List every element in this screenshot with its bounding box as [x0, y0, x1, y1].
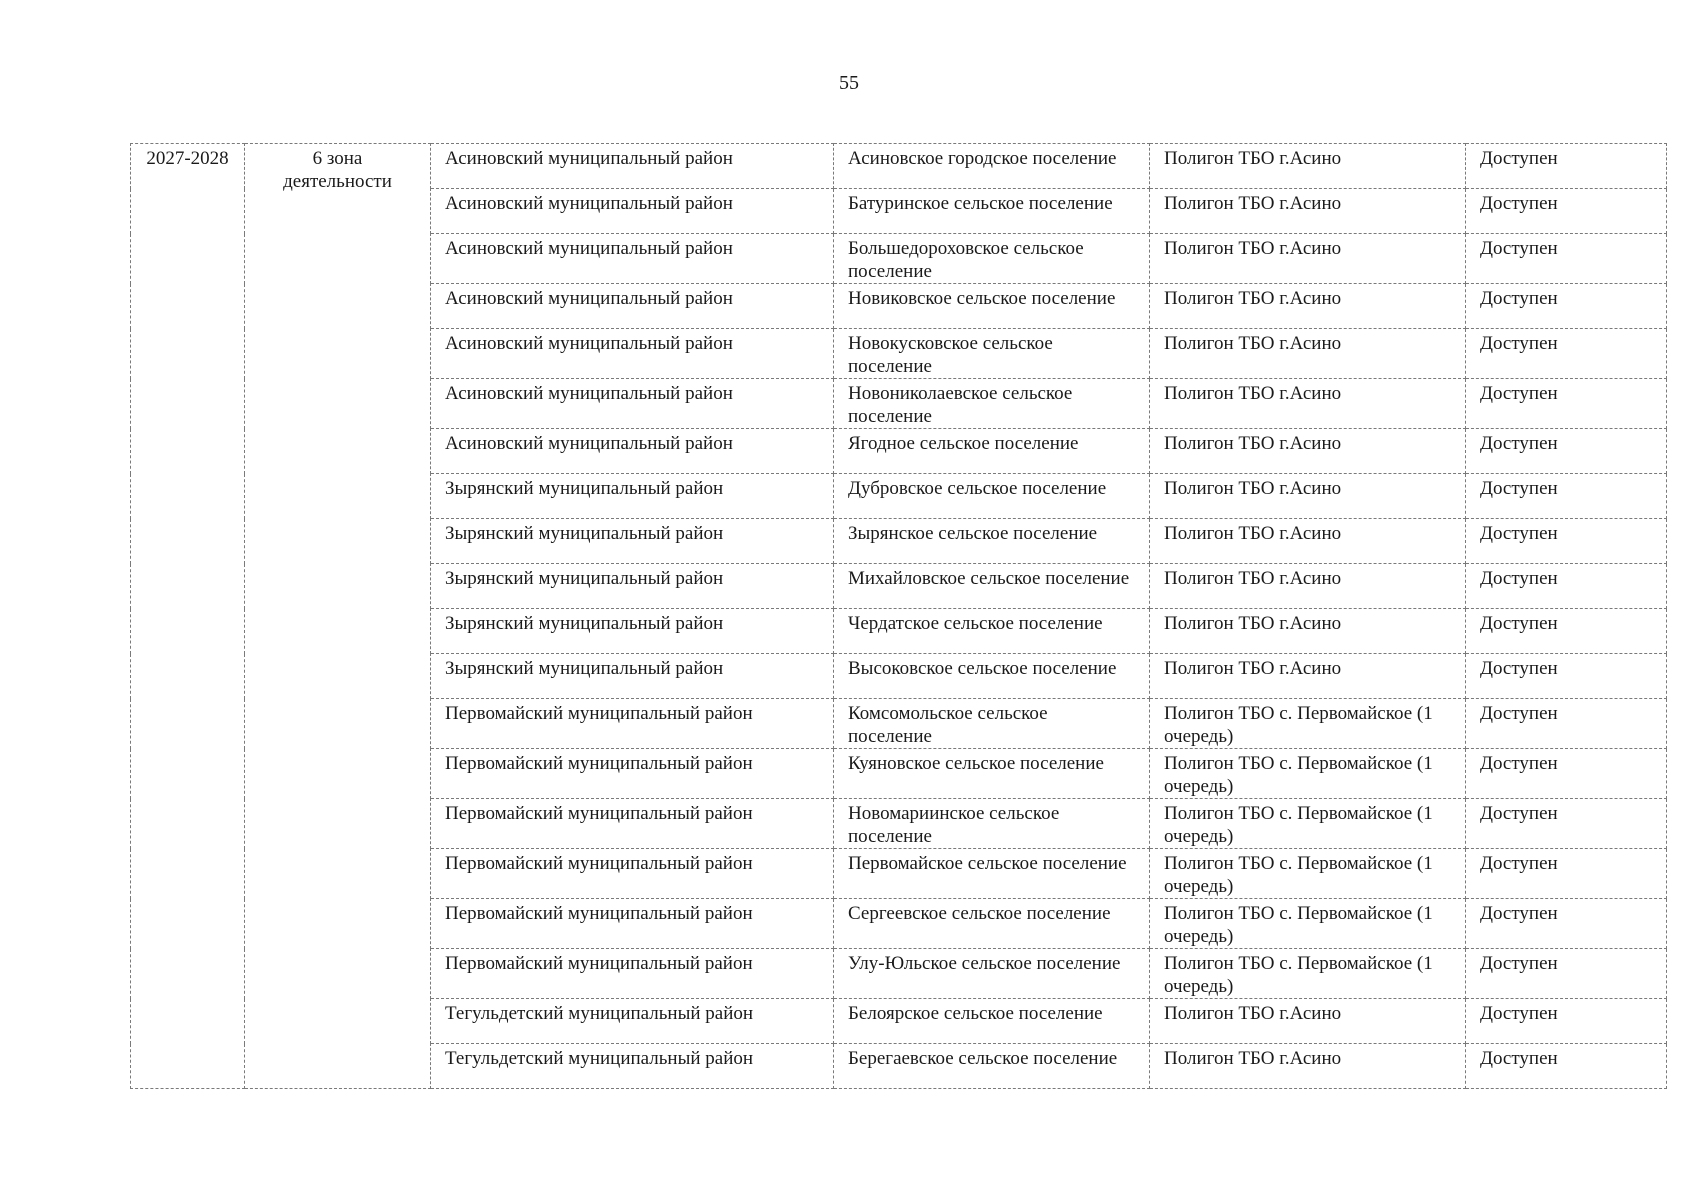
- status-cell: Доступен: [1466, 284, 1667, 329]
- district-cell: Зырянский муниципальный район: [431, 519, 834, 564]
- landfill-cell: Полигон ТБО г.Асино: [1150, 189, 1466, 234]
- period-cell: 2027-2028: [131, 144, 245, 1089]
- settlement-cell: Первомайское сельское поселение: [834, 849, 1150, 899]
- landfill-cell: Полигон ТБО г.Асино: [1150, 144, 1466, 189]
- landfill-cell: Полигон ТБО г.Асино: [1150, 474, 1466, 519]
- landfill-cell: Полигон ТБО с. Первомайское (1 очередь): [1150, 949, 1466, 999]
- landfill-cell: Полигон ТБО с. Первомайское (1 очередь): [1150, 899, 1466, 949]
- status-cell: Доступен: [1466, 144, 1667, 189]
- landfill-cell: Полигон ТБО с. Первомайское (1 очередь): [1150, 849, 1466, 899]
- zone-cell: 6 зона деятельности: [245, 144, 431, 1089]
- status-cell: Доступен: [1466, 189, 1667, 234]
- settlement-cell: Белоярское сельское поселение: [834, 999, 1150, 1044]
- status-cell: Доступен: [1466, 564, 1667, 609]
- status-cell: Доступен: [1466, 654, 1667, 699]
- landfill-cell: Полигон ТБО г.Асино: [1150, 654, 1466, 699]
- district-cell: Асиновский муниципальный район: [431, 379, 834, 429]
- settlement-cell: Новиковское сельское поселение: [834, 284, 1150, 329]
- landfill-cell: Полигон ТБО г.Асино: [1150, 1044, 1466, 1089]
- district-cell: Зырянский муниципальный район: [431, 609, 834, 654]
- district-cell: Тегульдетский муниципальный район: [431, 999, 834, 1044]
- settlement-cell: Дубровское сельское поселение: [834, 474, 1150, 519]
- status-cell: Доступен: [1466, 799, 1667, 849]
- settlement-cell: Высоковское сельское поселение: [834, 654, 1150, 699]
- status-cell: Доступен: [1466, 519, 1667, 564]
- district-cell: Первомайский муниципальный район: [431, 699, 834, 749]
- settlement-cell: Улу-Юльское сельское поселение: [834, 949, 1150, 999]
- district-cell: Зырянский муниципальный район: [431, 474, 834, 519]
- settlement-cell: Михайловское сельское поселение: [834, 564, 1150, 609]
- landfill-cell: Полигон ТБО г.Асино: [1150, 609, 1466, 654]
- settlement-cell: Сергеевское сельское поселение: [834, 899, 1150, 949]
- settlement-cell: Куяновское сельское поселение: [834, 749, 1150, 799]
- status-cell: Доступен: [1466, 474, 1667, 519]
- landfill-cell: Полигон ТБО г.Асино: [1150, 999, 1466, 1044]
- status-cell: Доступен: [1466, 329, 1667, 379]
- status-cell: Доступен: [1466, 899, 1667, 949]
- district-cell: Тегульдетский муниципальный район: [431, 1044, 834, 1089]
- district-cell: Асиновский муниципальный район: [431, 144, 834, 189]
- landfill-cell: Полигон ТБО г.Асино: [1150, 379, 1466, 429]
- status-cell: Доступен: [1466, 849, 1667, 899]
- zone-table: [130, 143, 1667, 1089]
- landfill-cell: Полигон ТБО г.Асино: [1150, 284, 1466, 329]
- landfill-cell: Полигон ТБО с. Первомайское (1 очередь): [1150, 799, 1466, 849]
- settlement-cell: Чердатское сельское поселение: [834, 609, 1150, 654]
- status-cell: Доступен: [1466, 699, 1667, 749]
- district-cell: Зырянский муниципальный район: [431, 654, 834, 699]
- status-cell: Доступен: [1466, 609, 1667, 654]
- landfill-cell: Полигон ТБО с. Первомайское (1 очередь): [1150, 699, 1466, 749]
- settlement-cell: Асиновское городское поселение: [834, 144, 1150, 189]
- district-cell: Асиновский муниципальный район: [431, 429, 834, 474]
- settlement-cell: Ягодное сельское поселение: [834, 429, 1150, 474]
- status-cell: Доступен: [1466, 379, 1667, 429]
- status-cell: Доступен: [1466, 999, 1667, 1044]
- district-cell: Асиновский муниципальный район: [431, 189, 834, 234]
- status-cell: Доступен: [1466, 749, 1667, 799]
- district-cell: Первомайский муниципальный район: [431, 849, 834, 899]
- table-row: [131, 144, 1667, 189]
- district-cell: Первомайский муниципальный район: [431, 799, 834, 849]
- landfill-cell: Полигон ТБО г.Асино: [1150, 234, 1466, 284]
- district-cell: Асиновский муниципальный район: [431, 284, 834, 329]
- status-cell: Доступен: [1466, 429, 1667, 474]
- district-cell: Зырянский муниципальный район: [431, 564, 834, 609]
- settlement-cell: Новомариинское сельское поселение: [834, 799, 1150, 849]
- settlement-cell: Батуринское сельское поселение: [834, 189, 1150, 234]
- settlement-cell: Зырянское сельское поселение: [834, 519, 1150, 564]
- zone-table-body: [131, 144, 1667, 1089]
- landfill-cell: Полигон ТБО г.Асино: [1150, 519, 1466, 564]
- status-cell: Доступен: [1466, 234, 1667, 284]
- settlement-cell: Большедороховское сельское поселение: [834, 234, 1150, 284]
- district-cell: Первомайский муниципальный район: [431, 749, 834, 799]
- district-cell: Асиновский муниципальный район: [431, 234, 834, 284]
- settlement-cell: Берегаевское сельское поселение: [834, 1044, 1150, 1089]
- district-cell: Первомайский муниципальный район: [431, 949, 834, 999]
- settlement-cell: Комсомольское сельское поселение: [834, 699, 1150, 749]
- landfill-cell: Полигон ТБО г.Асино: [1150, 429, 1466, 474]
- district-cell: Первомайский муниципальный район: [431, 899, 834, 949]
- district-cell: Асиновский муниципальный район: [431, 329, 834, 379]
- settlement-cell: Новониколаевское сельское поселение: [834, 379, 1150, 429]
- landfill-cell: Полигон ТБО с. Первомайское (1 очередь): [1150, 749, 1466, 799]
- landfill-cell: Полигон ТБО г.Асино: [1150, 564, 1466, 609]
- status-cell: Доступен: [1466, 949, 1667, 999]
- settlement-cell: Новокусковское сельское поселение: [834, 329, 1150, 379]
- status-cell: Доступен: [1466, 1044, 1667, 1089]
- page-number: 55: [839, 72, 859, 94]
- landfill-cell: Полигон ТБО г.Асино: [1150, 329, 1466, 379]
